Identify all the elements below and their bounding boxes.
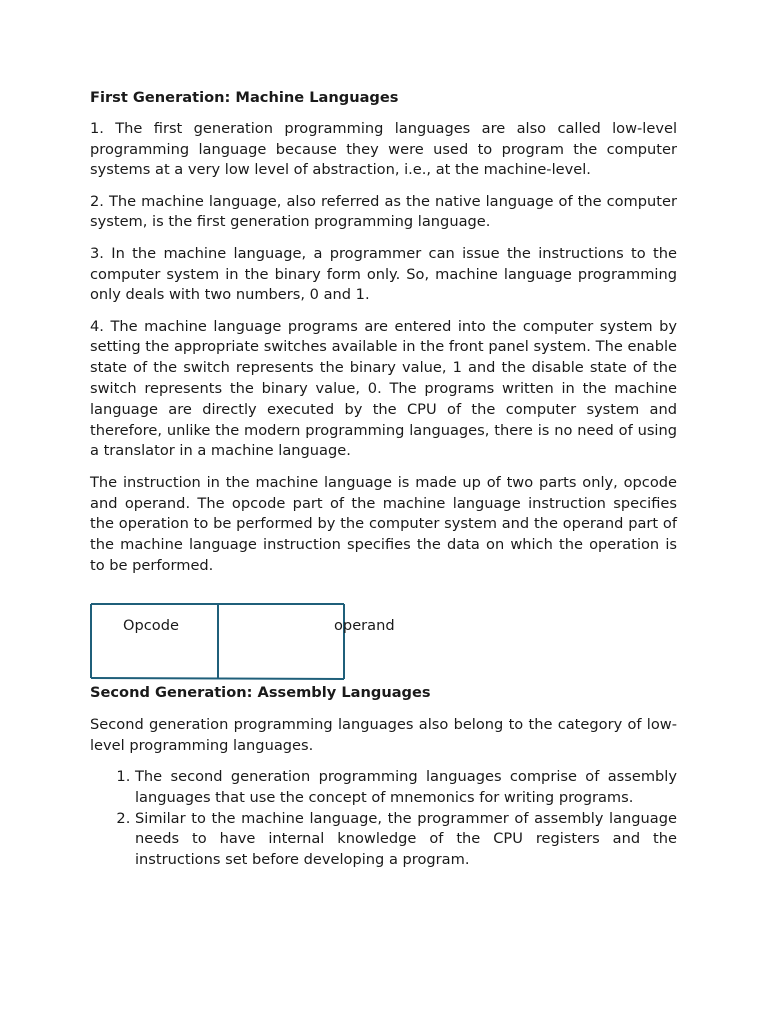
operand-label: operand: [334, 616, 395, 634]
box-bottom-border: [91, 678, 344, 679]
instruction-format-diagram: [90, 602, 677, 682]
second-generation-list: [90, 767, 677, 871]
section-second-generation: [90, 715, 677, 871]
paragraph-3: 3. In the machine language, a programmer can issue the instructions to the computer system in the binary form only. So, machine language programming only deals with two numbers, 0 and 1.: [90, 244, 677, 304]
section-heading-first-generation: First Generation: Machine Languages: [90, 89, 399, 106]
opcode-label: Opcode: [123, 616, 179, 634]
list-item: 1. The second generation programming languages comprise of assembly languages that use the concept of mnemonics for writing programs.: [135, 767, 677, 809]
list-item: 2. Similar to the machine language, the programmer of assembly language needs to have internal knowledge of the CPU registers and the instructions set before developing a program.: [135, 809, 677, 871]
paragraph-4: 4. The machine language programs are entered into the computer system by setting the appropriate switches available in the front panel system. The enable state of the switch represents the binary value, 1 and the disable state of the switch represents the binary value, 0. The programs written in the machine language are directly executed by the CPU of the computer system and therefore, unlike the modern programming languages, there is no need of using a translator in a machine language.: [90, 317, 677, 460]
paragraph-second-intro: Second generation programming languages also belong to the category of low-level programming languages.: [90, 716, 677, 754]
section-heading-second-generation: Second Generation: Assembly Languages: [90, 684, 431, 701]
paragraph-instruction: The instruction in the machine language is made up of two parts only, opcode and operand. The opcode part of the machine language instruction specifies the operation to be performed by the computer system and the operand part of the machine language instruction specifies the data on which the operation is to be performed.: [90, 473, 677, 574]
paragraph-2: 2. The machine language, also referred as the native language of the computer system, is the first generation programming language.: [90, 192, 677, 231]
section-first-generation: [90, 88, 677, 682]
paragraph-1: 1. The first generation programming languages are also called low-level programming language because they were used to program the computer systems at a very low level of abstraction, i.e., at the machine-level.: [90, 119, 677, 179]
instruction-format-box: [90, 602, 420, 682]
